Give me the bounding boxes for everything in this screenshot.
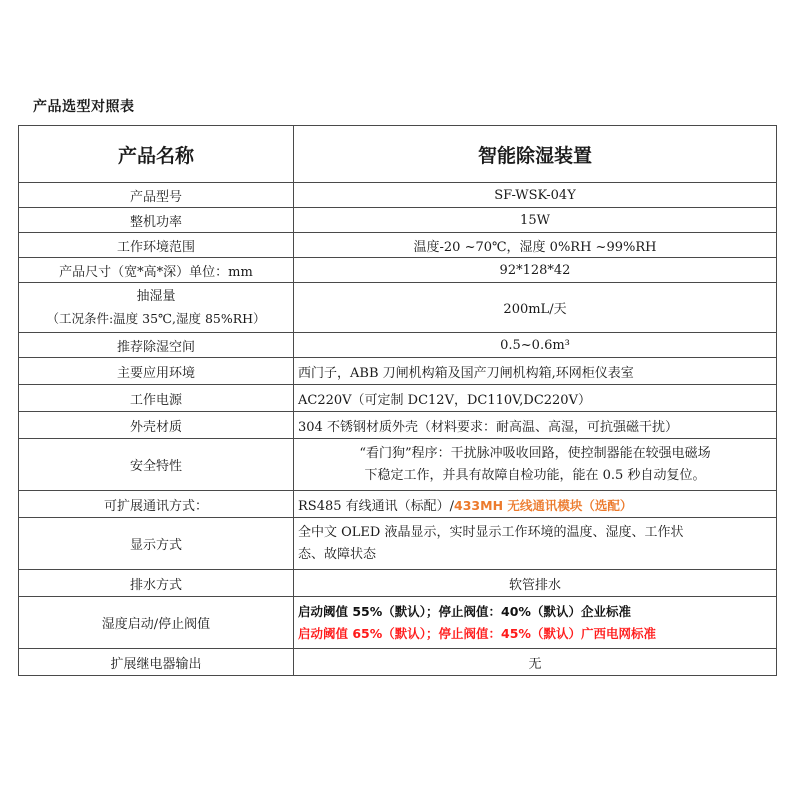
row-value: SF-WSK-04Y [294,183,777,208]
table-header-row [19,126,777,183]
threshold-guangxi: 启动阈值 65%（默认）；停止阀值：45%（默认）广西电网标准 [298,625,656,641]
comm-optional: 433MH 无线通讯模块（选配） [454,497,633,513]
row-label: 湿度启动/停止阀值 [19,597,294,649]
table-row [19,283,777,333]
row-label: 可扩展通讯方式： [19,491,294,518]
row-label [19,283,294,333]
table-row [19,439,777,491]
table-row [19,385,777,412]
row-value: 软管排水 [294,570,777,597]
row-value: AC220V（可定制 DC12V，DC110V,DC220V） [294,385,777,412]
table-row [19,649,777,676]
table-row [19,491,777,518]
safety-line-2: 下稳定工作，并具有故障自检功能，能在 0.5 秒自动复位。 [364,467,706,483]
row-label: 安全特性 [19,439,294,491]
table-row [19,333,777,358]
display-line-1: 全中文 OLED 液晶显示，实时显示工作环境的温度、湿度、工作状 [298,524,684,540]
row-label: 工作电源 [19,385,294,412]
row-label: 产品型号 [19,183,294,208]
comm-standard: RS485 有线通讯（标配）/ [298,498,455,514]
row-value [294,518,777,570]
dehum-label-note: （工况条件:温度 35℃,湿度 85%RH） [46,310,266,326]
row-label: 扩展继电器输出 [19,649,294,676]
table-row [19,208,777,233]
row-value [294,597,777,649]
table-row [19,258,777,283]
row-value: 304 不锈钢材质外壳（材料要求：耐高温、高湿，可抗强磁干扰） [294,412,777,439]
row-value: 200mL/天 [294,283,777,333]
row-value: 西门子，ABB 刀闸机构箱及国产刀闸机构箱,环网柜仪表室 [294,358,777,385]
row-value: 无 [294,649,777,676]
header-product-name: 智能除湿装置 [294,126,777,183]
page-title: 产品选型对照表 [33,99,135,115]
row-label: 外壳材质 [19,412,294,439]
row-label: 排水方式 [19,570,294,597]
row-value: 温度-20 ~70℃，湿度 0%RH ~99%RH [294,233,777,258]
threshold-enterprise: 启动阈值 55%（默认）；停止阀值：40%（默认）企业标准 [298,603,631,619]
row-value: 92*128*42 [294,258,777,283]
row-value: 0.5~0.6m³ [294,333,777,358]
row-value [294,439,777,491]
header-name-label: 产品名称 [19,126,294,183]
table-row [19,597,777,649]
display-line-2: 态、故障状态 [298,546,377,562]
row-value [294,491,777,518]
row-label: 整机功率 [19,208,294,233]
row-value: 15W [294,208,777,233]
spec-table [18,125,777,676]
dehum-label: 抽湿量 [136,288,176,304]
row-label: 工作环境范围 [19,233,294,258]
table-row [19,358,777,385]
table-row [19,412,777,439]
table-row [19,233,777,258]
table-row [19,570,777,597]
row-label: 显示方式 [19,518,294,570]
safety-line-1: “看门狗”程序：干扰脉冲吸收回路，使控制器能在较强电磁场 [359,445,711,461]
row-label: 主要应用环境 [19,358,294,385]
table-row [19,183,777,208]
row-label: 推荐除湿空间 [19,333,294,358]
table-row [19,518,777,570]
row-label: 产品尺寸（宽*高*深）单位：mm [19,258,294,283]
